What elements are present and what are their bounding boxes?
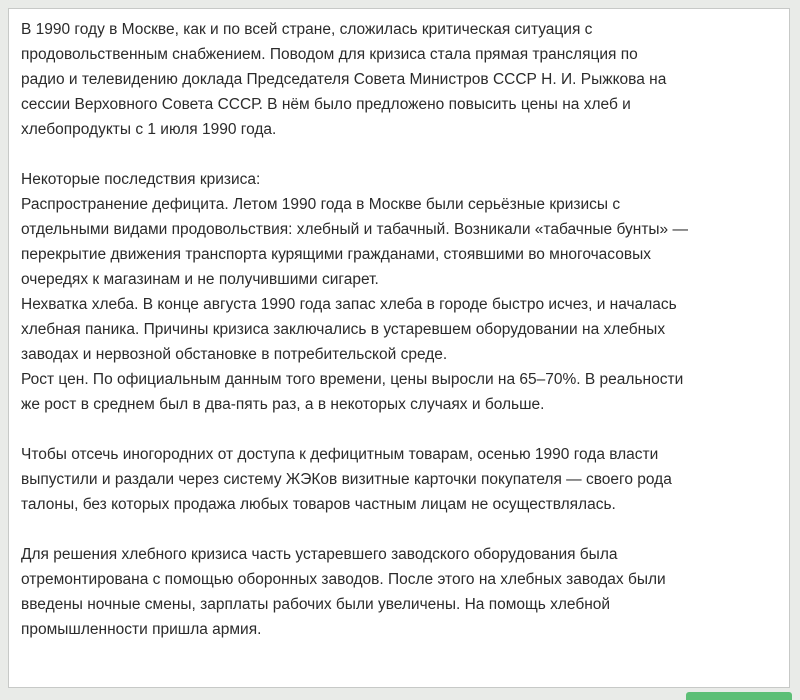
text-line: выпустили и раздали через систему ЖЭКов визитные карточки покупателя — своего рода [21, 471, 672, 488]
text-line: введены ночные смены, зарплаты рабочих были увеличены. На помощь хлебной [21, 596, 611, 613]
text-line: перекрытие движения транспорта курящими гражданами, стоявшими во многочасовых [21, 246, 651, 263]
answer-text-box [8, 8, 790, 688]
text-line: продовольственным снабжением. Поводом для кризиса стала прямая трансляция по [21, 46, 638, 63]
text-line: отдельными видами продовольствия: хлебный и табачный. Возникали «табачные бунты» — [21, 221, 688, 238]
paragraph-consequences [21, 167, 773, 417]
paragraph-solution [21, 542, 773, 642]
text-line: Рост цен. По официальным данным того времени, цены выросли на 65–70%. В реальности [21, 371, 684, 388]
text-line: очередях к магазинам и не получившими сигарет. [21, 271, 379, 288]
green-accent-tab [686, 692, 792, 700]
text-line: хлебная паника. Причины кризиса заключались в устаревшем оборудовании на хлебных [21, 321, 666, 338]
text-line: заводах и нервозной обстановке в потребительской среде. [21, 346, 448, 363]
text-line: радио и телевидению доклада Председателя Совета Министров СССР Н. И. Рыжкова на [21, 71, 667, 88]
text-line: отремонтирована с помощью оборонных заводов. После этого на хлебных заводах были [21, 571, 666, 588]
text-line: Для решения хлебного кризиса часть устаревшего заводского оборудования была [21, 546, 618, 563]
paragraph-cards [21, 442, 773, 517]
text-line: Распространение дефицита. Летом 1990 года в Москве были серьёзные кризисы с [21, 196, 621, 213]
text-line: Чтобы отсечь иногородних от доступа к дефицитным товарам, осенью 1990 года власти [21, 446, 659, 463]
text-line: Некоторые последствия кризиса: [21, 171, 261, 188]
paragraph-intro [21, 17, 773, 142]
text-line: В 1990 году в Москве, как и по всей стране, сложилась критическая ситуация с [21, 21, 593, 38]
text-line: хлебопродукты с 1 июля 1990 года. [21, 121, 277, 138]
text-line: талоны, без которых продажа любых товаров частным лицам не осуществлялась. [21, 496, 616, 513]
text-line: же рост в среднем был в два-пять раз, а в некоторых случаях и больше. [21, 396, 545, 413]
text-line: Нехватка хлеба. В конце августа 1990 года запас хлеба в городе быстро исчез, и началась [21, 296, 677, 313]
text-line: сессии Верховного Совета СССР. В нём было предложено повысить цены на хлеб и [21, 96, 631, 113]
text-line: промышленности пришла армия. [21, 621, 262, 638]
